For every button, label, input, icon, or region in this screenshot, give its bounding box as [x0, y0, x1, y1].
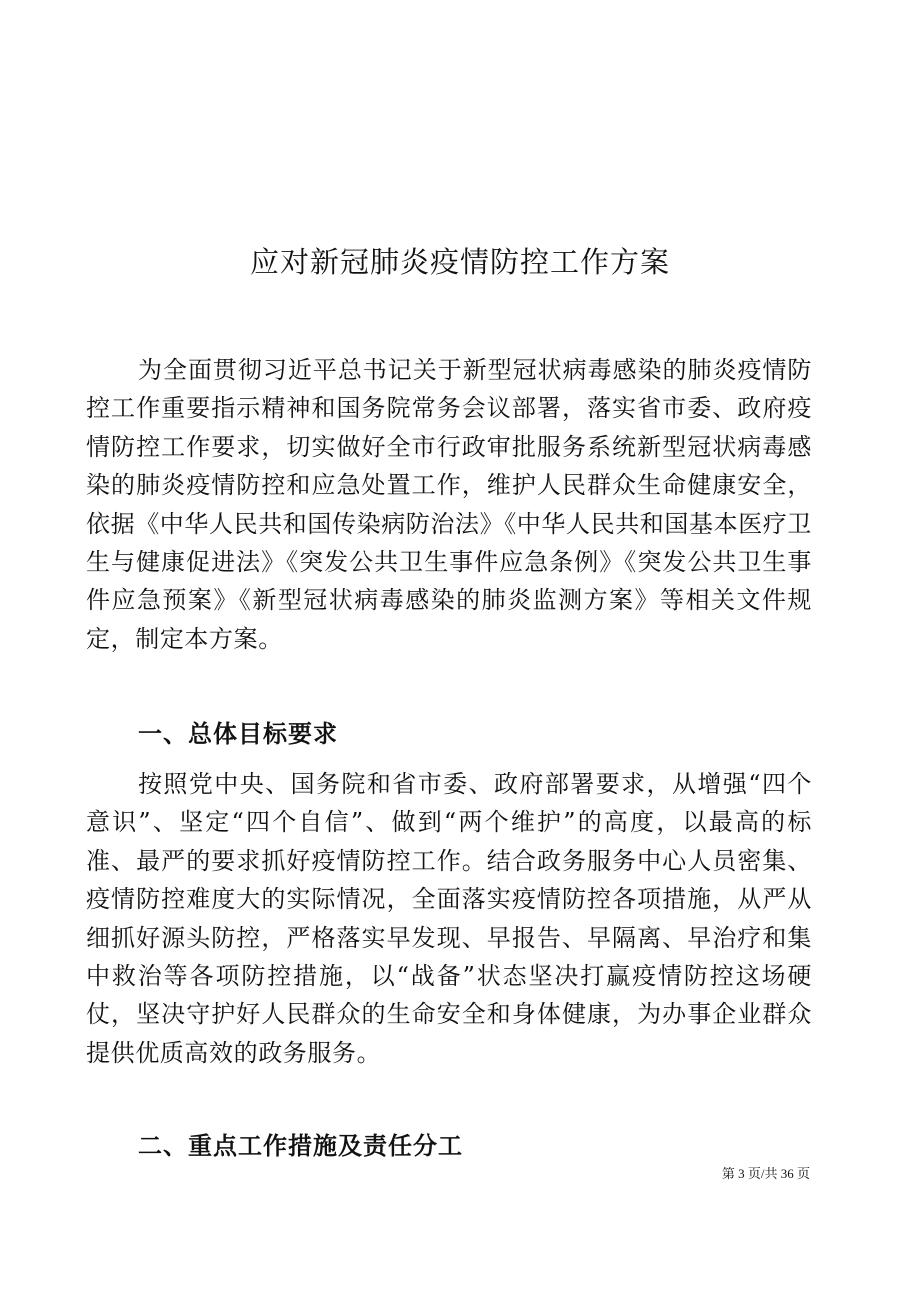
section-paragraph-goals: 按照党中央、国务院和省市委、政府部署要求，从增强“四个意识”、坚定“四个自信”、做到“两个维护”的高度，以最高的标准、最严的要求抓好疫情防控工作。结合政务服务中心人员密集、疫情防控难度大的实际情况，全面落实疫情防控各项措施，从严从细抓好源头防控，严格落实早发现、早报告、早隔离、早治疗和集中救治等各项防控措施，以“战备”状态坚决打赢疫情防控这场硬仗，坚决守护好人民群众的生命安全和身体健康，为办事企业群众提供优质高效的政务服务。 — [86, 770, 812, 1067]
intro-paragraph: 为全面贯彻习近平总书记关于新型冠状病毒感染的肺炎疫情防控工作重要指示精神和国务院常务会议部署，落实省市委、政府疫情防控工作要求，切实做好全市行政审批服务系统新型冠状病毒感染的肺炎疫情防控和应急处置工作，维护人民群众生命健康安全，依据《中华人民共和国传染病防治法》《中华人民共和国基本医疗卫生与健康促进法》《突发公共卫生事件应急条例》《突发公共卫生事件应急预案》《新型冠状病毒感染的肺炎监测方案》等相关文件规定，制定本方案。 — [86, 356, 812, 653]
page-number: 第 3 页/共 36 页 — [721, 1166, 810, 1181]
section-heading-measures: 二、重点工作措施及责任分工 — [138, 1132, 463, 1160]
section-heading-goals: 一、总体目标要求 — [138, 720, 338, 748]
document-title: 应对新冠肺炎疫情防控工作方案 — [249, 245, 670, 279]
